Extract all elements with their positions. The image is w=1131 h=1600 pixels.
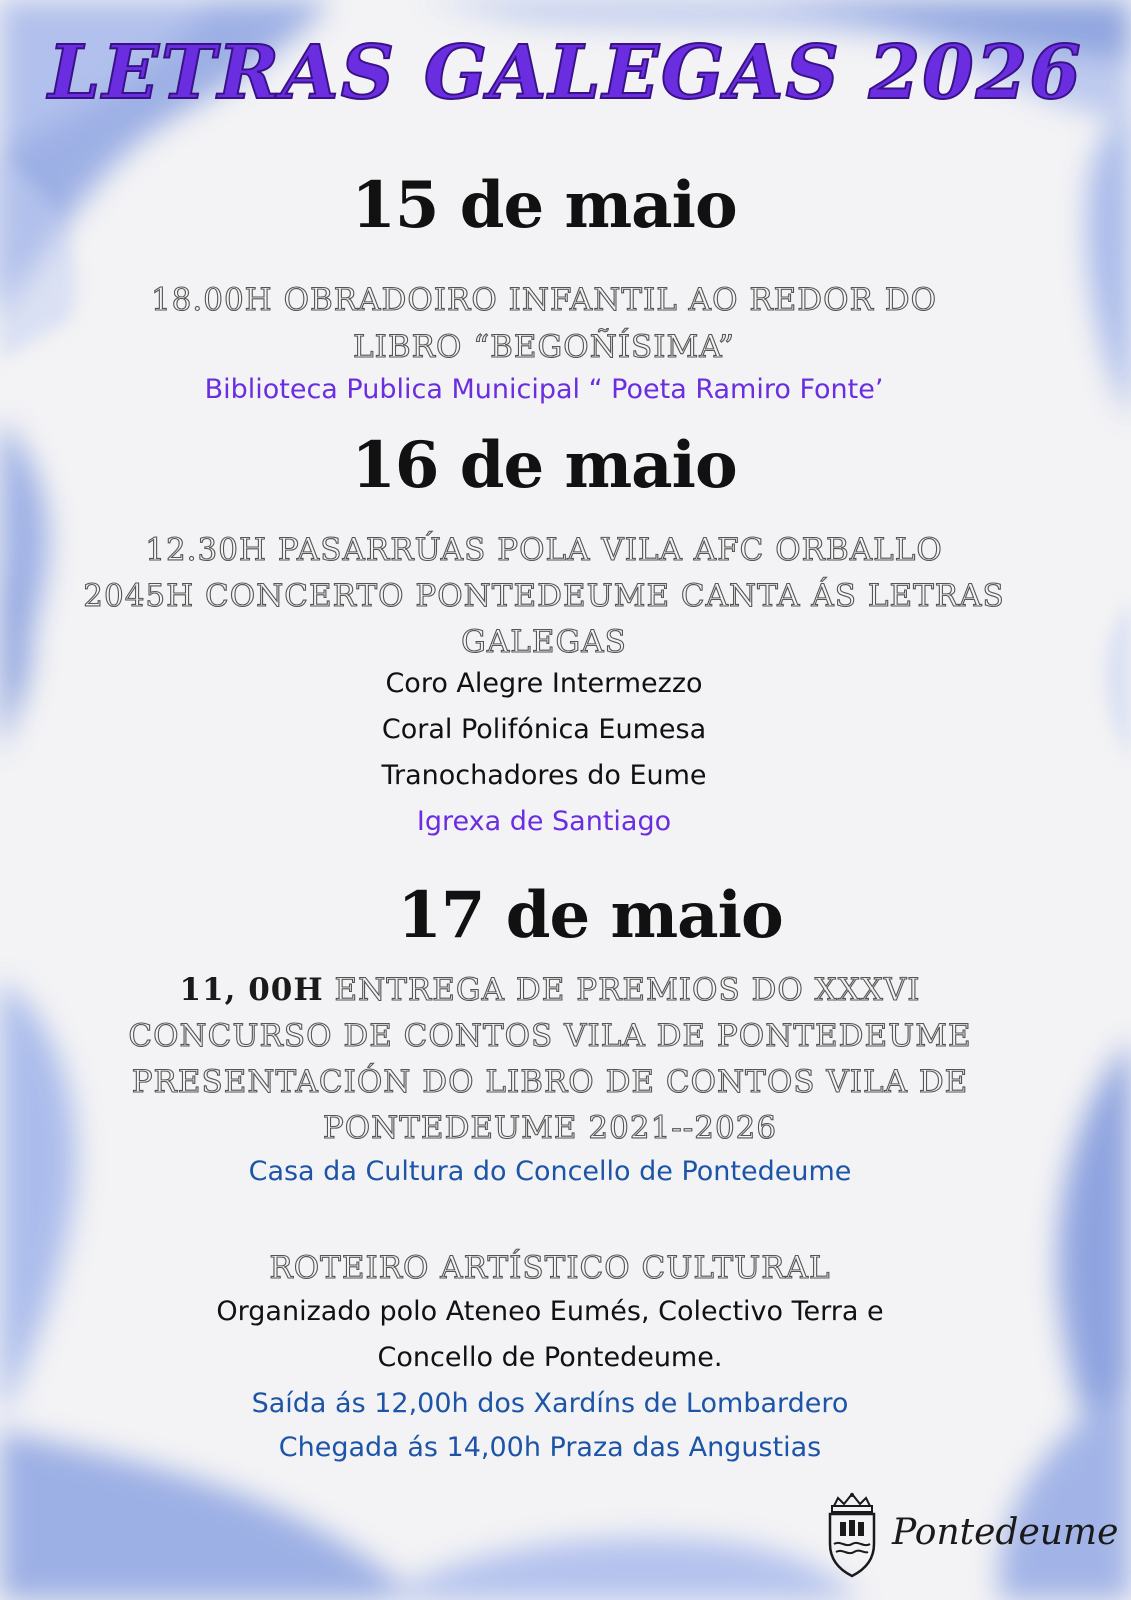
poster-title: LETRAS GALEGAS 2026 xyxy=(48,30,1083,116)
route-organizer: Concello de Pontedeume. xyxy=(377,1342,723,1373)
event-line xyxy=(0,972,1100,1008)
performer: Coro Alegre Intermezzo xyxy=(385,668,703,699)
date-heading-17: 17 de maio xyxy=(397,878,783,953)
coat-of-arms-icon xyxy=(820,1492,884,1578)
route-arrival: Chegada ás 14,00h Praza das Angustias xyxy=(278,1432,822,1463)
event-text: ENTREGA DE PREMIOS DO XXXVI xyxy=(334,972,921,1008)
route-organizer: Organizado polo Ateneo Eumés, Colectivo Terra e xyxy=(216,1296,884,1327)
event-line: 12.30H PASARRÚAS POLA VILA AFC ORBALLO xyxy=(145,532,943,568)
date-heading-16: 16 de maio xyxy=(351,428,737,503)
venue-church: Igrexa de Santiago xyxy=(416,806,672,837)
pontedeume-logo xyxy=(820,1492,1119,1582)
event-line: LIBRO “BEGOÑÍSIMA” xyxy=(353,329,735,365)
event-line: 2045H CONCERTO PONTEDEUME CANTA ÁS LETRAS xyxy=(83,578,1005,614)
performer: Coral Polifónica Eumesa xyxy=(381,714,707,745)
performer: Tranochadores do Eume xyxy=(381,760,707,791)
venue-library: Biblioteca Publica Municipal “ Poeta Ramiro Fonte’ xyxy=(204,374,884,405)
event-line: PRESENTACIÓN DO LIBRO DE CONTOS VILA DE xyxy=(131,1064,969,1100)
event-line: PONTEDEUME 2021--2026 xyxy=(322,1110,778,1146)
date-heading-15: 15 de maio xyxy=(351,168,737,243)
venue-culture-house: Casa da Cultura do Concello de Pontedeume xyxy=(248,1156,852,1187)
event-line: GALEGAS xyxy=(461,624,627,660)
route-heading: ROTEIRO ARTÍSTICO CULTURAL xyxy=(269,1250,831,1286)
route-departure: Saída ás 12,00h dos Xardíns de Lombardero xyxy=(251,1388,849,1419)
pontedeume-logo-text: Pontedeume xyxy=(892,1512,1119,1553)
event-line: 18.00H OBRADOIRO INFANTIL AO REDOR DO xyxy=(150,282,938,318)
event-time: 11, 00H xyxy=(179,972,324,1008)
event-line: CONCURSO DE CONTOS VILA DE PONTEDEUME xyxy=(128,1018,972,1054)
